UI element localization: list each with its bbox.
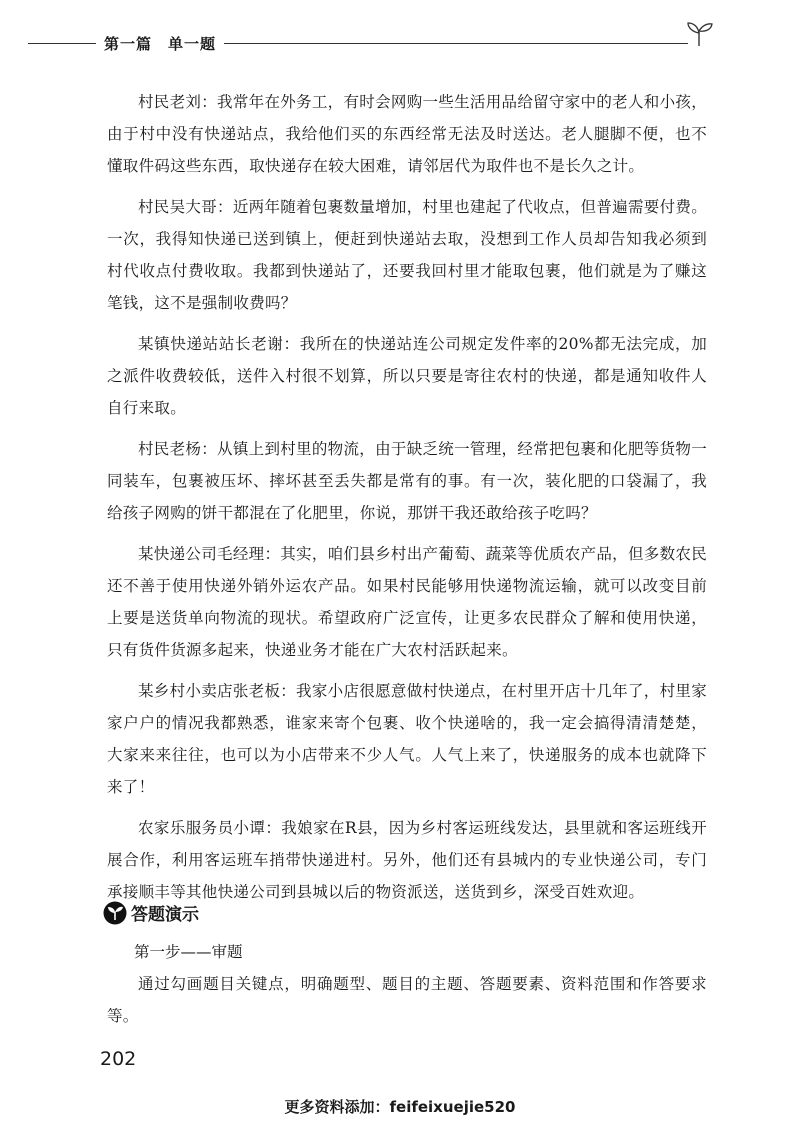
section-heading	[103, 900, 199, 925]
step-title: 第一步——审题	[134, 943, 243, 961]
running-header: 第一篇 单一题	[96, 33, 224, 54]
footer-note: 更多资料添加：feifeixuejie520	[284, 1098, 516, 1116]
paragraph-tan: 农家乐服务员小谭：我娘家在R县，因为乡村客运班线发达，县里就和客运班线开展合作，利用客运班车捎带快递进村。另外，他们还有县城内的专业快递公司，专门承接顺丰等其他快递公司到县城以后的物资派送，送货到乡，深受百姓欢迎。	[107, 819, 707, 901]
sprout-icon	[684, 20, 714, 48]
paragraph-zhang: 某乡村小卖店张老板：我家小店很愿意做村快递点，在村里开店十几年了，村里家家户户的情况我都熟悉，谁家来寄个包裹、收个快递啥的，我一定会搞得清清楚楚，大家来来往往，也可以为小店带来不少人气。人气上来了，快递服务的成本也就降下来了！	[107, 682, 707, 796]
testimony-list	[107, 86, 707, 917]
paragraph-mao: 某快递公司毛经理：其实，咱们县乡村出产葡萄、蔬菜等优质农产品，但多数农民还不善于使用快递外销外运农产品。如果村民能够用快递物流运输，就可以改变目前上要是送货单向物流的现状。希望政府广泛宣传，让更多农民群众了解和使用快递，只有货件货源多起来，快递业务才能在广大农村活跃起来。	[107, 545, 707, 659]
step-description: 通过勾画题目关键点，明确题型、题目的主题、答题要素、资料范围和作答要求等。	[107, 975, 707, 1025]
step-body	[107, 968, 707, 1041]
section-title: 答题演示	[131, 905, 199, 925]
sprout-badge-icon	[103, 901, 127, 925]
paragraph-xie: 某镇快递站站长老谢：我所在的快递站连公司规定发件率的20%都无法完成，加之派件收费较低，送件入村很不划算，所以只要是寄往农村的快递，都是通知收件人自行来取。	[107, 335, 707, 417]
paragraph-wu: 村民吴大哥：近两年随着包裹数量增加，村里也建起了代收点，但普遍需要付费。一次，我得知快递已送到镇上，便赶到快递站去取，没想到工作人员却告知我必须到村代收点付费收取。我都到快递站了，还要我回村里才能取包裹，他们就是为了赚这笔钱，这不是强制收费吗？	[107, 198, 707, 312]
paragraph-liu: 村民老刘：我常年在外务工，有时会网购一些生活用品给留守家中的老人和小孩，由于村中没有快递站点，我给他们买的东西经常无法及时送达。老人腿脚不便，也不懂取件码这些东西，取快递存在较大困难，请邻居代为取件也不是长久之计。	[107, 93, 707, 175]
paragraph-yang: 村民老杨：从镇上到村里的物流，由于缺乏统一管理，经常把包裹和化肥等货物一同装车，包裹被压坏、摔坏甚至丢失都是常有的事。有一次，装化肥的口袋漏了，我给孩子网购的饼干都混在了化肥里，你说，那饼干我还敢给孩子吃吗？	[107, 440, 707, 522]
page-number: 202	[100, 1048, 137, 1070]
